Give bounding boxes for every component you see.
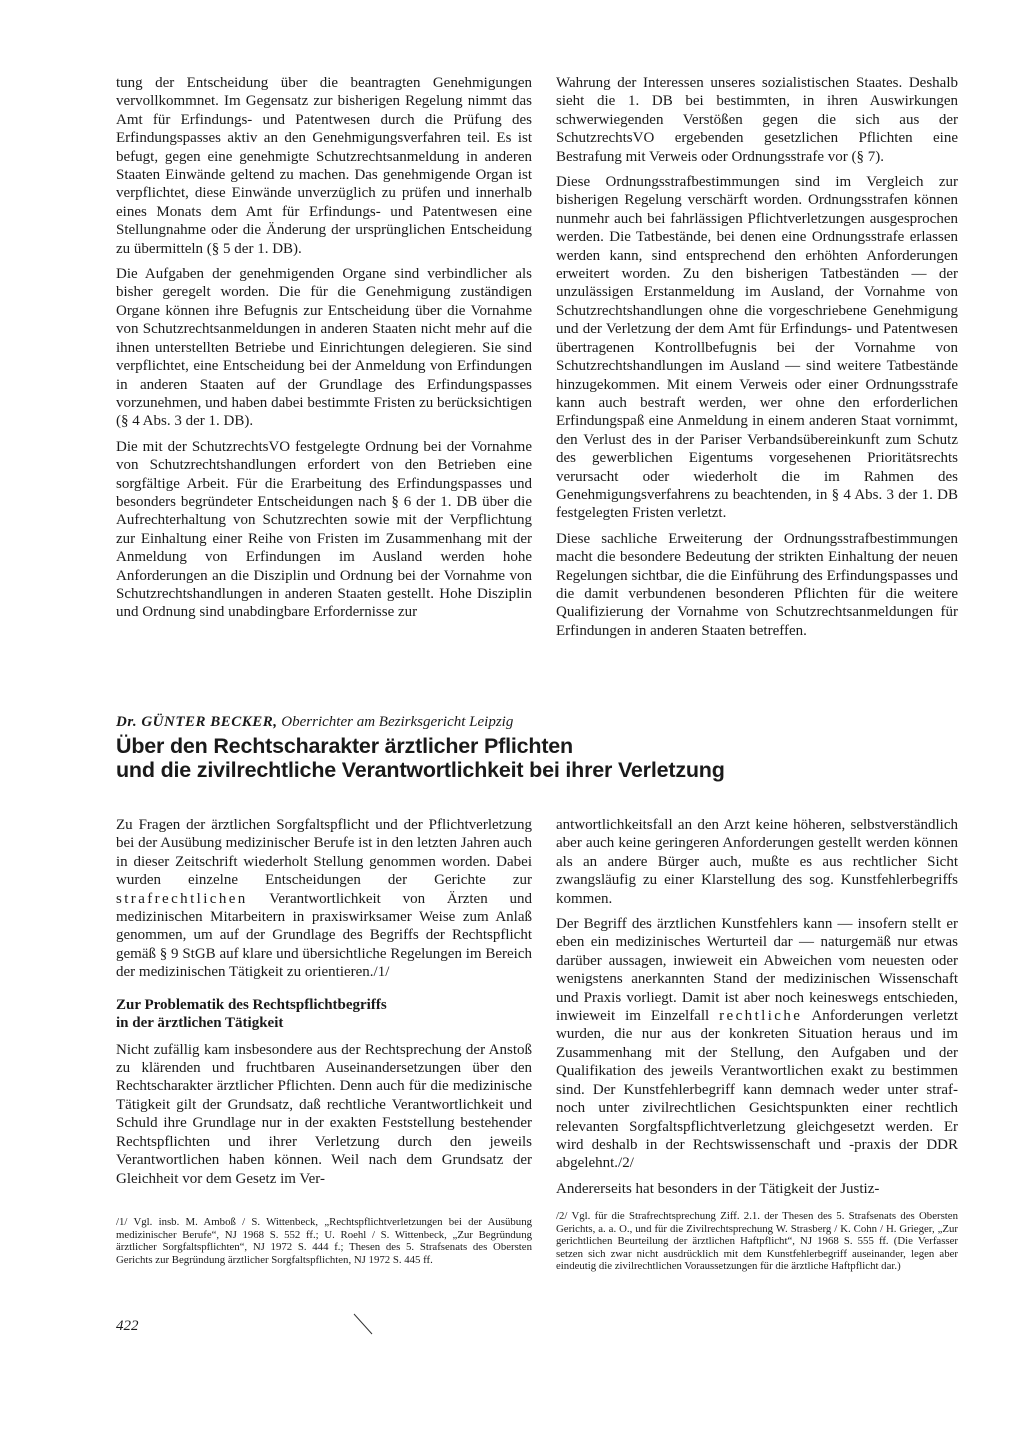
paragraph: Andererseits hat besonders in der Tätigkeit der Justiz-	[556, 1180, 880, 1197]
page-number: 422	[116, 1318, 139, 1334]
author-role: Oberrichter am Bezirksgericht Leipzig	[281, 714, 514, 730]
text-run: Der Begriff des ärztlichen Kunstfehlers kann — insofern stellt er eben ein medizinisches Werturteil dar — naturgemäß nur etwas darüber aussagen, inwieweit ein Abweichen vom neuesten oder wenigstens anerkannten Stand der medizinischen Wissenschaft und Praxis vorliegt. Damit ist aber noch keineswegs entschieden, inwieweit im Einzelfall	[556, 916, 958, 1025]
bottom-right-column	[556, 816, 958, 1205]
scan-mark	[352, 1312, 376, 1338]
footnote-2: /2/ Vgl. für die Strafrechtsprechung Ziff. 2.1. der Thesen des 5. Strafsenats des Obersten Gerichts, a. a. O., und für die Zivilrechtsprechung W. Strasberg / K. Cohn / H. Grieger, „Zur gerichtlichen Beurteilung der ärztlichen Haftpflicht“, NJ 1968 S. 555 ff. (Die Verfasser setzen sich zwar nicht ausdrücklich mit dem Kunstfehlerbegriff auseinander, legen aber eindeutig die zivilrechtlichen Voraussetzungen für die ärztliche Haftpflicht dar.)	[556, 1210, 958, 1273]
paragraph: Die Aufgaben der genehmigenden Organe sind verbindlicher als bisher geregelt worden. Die für die Genehmigung zuständigen Organe können ihre Befugnis zur Entscheidung über die Vornahme von Schutzrechtsanmeldungen in anderen Staaten nicht mehr auf die ihnen unterstellten Betriebe und Einrichtungen delegieren. Sie sind verpflichtet, eine Entscheidung bei der Anmeldung von Erfindungen in anderen Staaten auf der Grundlage des Erfindungspasses vorzunehmen, und haben dabei bestimmte Fristen zu berücksichtigen (§ 4 Abs. 3 der 1. DB).	[116, 266, 532, 430]
subheading-line-1: Zur Problematik des Rechtspflichtbegriffs	[116, 996, 387, 1013]
paragraph: Die mit der SchutzrechtsVO festgelegte Ordnung bei der Vornahme von Schutzrechtshandlungen erfordert von den Betrieben eine sorgfältige Arbeit. Für die Erarbeitung des Erfindungspasses und besonders begründeter Entscheidungen nach § 6 der 1. DB über die Aufrechterhaltung von Schutzrechten sowie mit der Verpflichtung zur Einhaltung einer Reihe von Fristen im Zusammenhang mit der Anmeldung von Erfindungen im Ausland werden hohe Anforderungen an die Disziplin und Ordnung bei der Vornahme von Schutzrechtshandlungen in anderen Staaten gestellt. Hohe Disziplin und Ordnung sind unabdingbare Erfordernisse zur	[116, 438, 532, 621]
section-subheading	[116, 996, 532, 1032]
text-run: Verantwortlichkeit von Ärzten und medizinischen Mitarbeitern in praxiswirksamer Weise zum Anlaß genommen, um auf der Grundlage des Begriffs der Rechtspflicht gemäß § 9 StGB auf klare und übersichtliche Regelungen im Bereich der medizinischen Tätigkeit zu orientieren./1/	[116, 890, 532, 981]
paragraph: Diese sachliche Erweiterung der Ordnungsstrafbestimmungen macht die besondere Bedeutung der strikten Einhaltung der neuen Regelungen sichtbar, die die Einführung des Erfindungspasses und die damit verbundenen besonderen Pflichten für die weitere Qualifizierung der Vornahme von Schutzrechtsanmeldungen für Erfindungen in anderen Staaten betreffen.	[556, 530, 958, 639]
footnote-right	[556, 1210, 958, 1273]
paragraph: tung der Entscheidung über die beantragten Genehmigungen vervollkommnet. Im Gegensatz zur bisherigen Regelung nimmt das Amt für Erfindungs- und Patentwesen durch die Prüfung des Erfindungspasses aktiv an den Genehmigungsverfahren teil. Es ist befugt, gegen eine genehmigte Schutzrechtsanmeldung in anderen Staaten Einwände geltend zu machen. Das genehmigende Organ ist verpflichtet, diese Einwände unverzüglich zu prüfen und innerhalb eines Monats dem Amt für Erfindungs- und Patentwesen eine Stellungnahme oder die Änderung der ursprünglichen Entscheidung zu übermitteln (§ 5 der 1. DB).	[116, 75, 532, 257]
paragraph: antwortlichkeitsfall an den Arzt keine höheren, selbstverständlich aber auch keine geringeren Anforderungen gestellt werden können als an andere Bürger auch, mußte es aus rechtlicher Sicht zwangsläufig zu einer Klarstellung des sog. Kunstfehlerbegriffs kommen.	[556, 817, 958, 907]
spaced-text: strafrechtlichen	[116, 890, 248, 907]
title-line-2: und die zivilrechtliche Verantwortlichkeit bei ihrer Verletzung	[116, 758, 725, 782]
footnote-1: /1/ Vgl. insb. M. Amboß / S. Wittenbeck, „Rechtspflichtverletzungen bei der Ausübung medizinischer Berufe“, NJ 1968 S. 552 ff.; U. Roehl / S. Wittenbeck, „Zur Begründung ärztlicher Sorgfaltspflichten“, NJ 1972 S. 444 f.; Thesen des 5. Strafsenats des Obersten Gerichts zur Begründung ärztlicher Sorgfaltspflichten, NJ 1972 S. 445 ff.	[116, 1216, 532, 1266]
paragraph: Diese Ordnungsstrafbestimmungen sind im Vergleich zur bisherigen Regelung verschärft worden. Ordnungsstrafen können nunmehr auch bei fahrlässigen Pflichtverletzungen ausgesprochen werden. Die Tatbestände, bei denen eine Ordnungsstrafe erlassen werden kann, sind entsprechend den erhöhten Anforderungen erweitert worden. Zu den bisherigen Tatbeständen — der unzulässigen Erstanmeldung im Ausland, der Vornahme von Schutzrechtshandlungen ohne die vorgeschriebene Genehmigung und der Verletzung der dem Amt für Erfindungs- und Patentwesen übertragenen Kontrollbefugnis bei der Vornahme von Schutzrechtshandlungen im Ausland — sind weitere Tatbestände hinzugekommen. Mit einem Verweis oder einer Ordnungsstrafe kann auch bestraft werden, wer ohne den erforderlichen Erfindungspaß eine Anmeldung in einem anderen Staat vornimmt, den Verlust des in der Pariser Verbandsübereinkunft zum Schutz des gewerblichen Eigentums vorgesehenen Prioritätsrechts verursacht oder wiederholt die im Rahmen des Genehmigungsverfahrens zu beachtenden, in § 4 Abs. 3 der 1. DB festgelegten Fristen verletzt.	[556, 174, 958, 522]
paragraph	[556, 915, 958, 1173]
paragraph: Wahrung der Interessen unseres sozialistischen Staates. Deshalb sieht die 1. DB bei bestimmten, in ihren Auswirkungen schwerwiegenden Verstößen gegen die sich aus der SchutzrechtsVO ergebenden gesetzlichen Pflichten eine Bestrafung mit Verweis oder Ordnungsstrafe vor (§ 7).	[556, 75, 958, 165]
paragraph	[116, 816, 532, 982]
top-left-column	[116, 74, 532, 629]
text-run: Zu Fragen der ärztlichen Sorgfaltspflicht und der Pflichtverletzung bei der Ausübung medizinischer Berufe ist in den letzten Jahren auch in dieser Zeitschrift wiederholt Stellung genommen worden. Dabei wurden einzelne Entscheidungen der Gerichte zur	[116, 817, 532, 889]
title-line-1: Über den Rechtscharakter ärztlicher Pflichten	[116, 734, 573, 758]
text-run: Anforderungen verletzt wurden, die nur aus der konkreten Situation heraus und im Zusammenhang mit der Stellung, den Aufgaben und der Qualifikation des jeweils Verantwortlichen exakt zu bestimmen sind. Der Kunstfehlerbegriff kann demnach weder unter straf- noch unter zivilrechtlichen Gesichtspunkten einer rechtlich relevanten Sorgfaltspflichtverletzung gleichgesetzt werden. Er wird deshalb in der Rechtswissenschaft und -praxis der DDR abgelehnt./2/	[556, 1008, 958, 1172]
author-byline	[116, 714, 916, 731]
footnote-left	[116, 1216, 532, 1266]
bottom-left-column	[116, 816, 532, 1195]
spaced-text: rechtliche	[719, 1008, 803, 1025]
article-title	[116, 734, 976, 782]
top-right-column	[556, 74, 958, 647]
paragraph: Nicht zufällig kam insbesondere aus der Rechtsprechung der Anstoß zu klärenden und fruchtbaren Auseinandersetzungen über den Rechtscharakter ärztlicher Pflichten. Denn auch für die medizinische Tätigkeit gilt der Grundsatz, daß rechtliche Verantwortlichkeit und Schuld ihre Grundlage nur in der exakten Feststellung bestehender Rechtspflichten und ihrer Verletzung durch den jeweils Verantwortlichen haben können. Weil nach dem Grundsatz der Gleichheit vor dem Gesetz im Ver-	[116, 1041, 532, 1187]
subheading-line-2: in der ärztlichen Tätigkeit	[116, 1014, 284, 1031]
author-name: Dr. GÜNTER BECKER,	[116, 714, 278, 730]
